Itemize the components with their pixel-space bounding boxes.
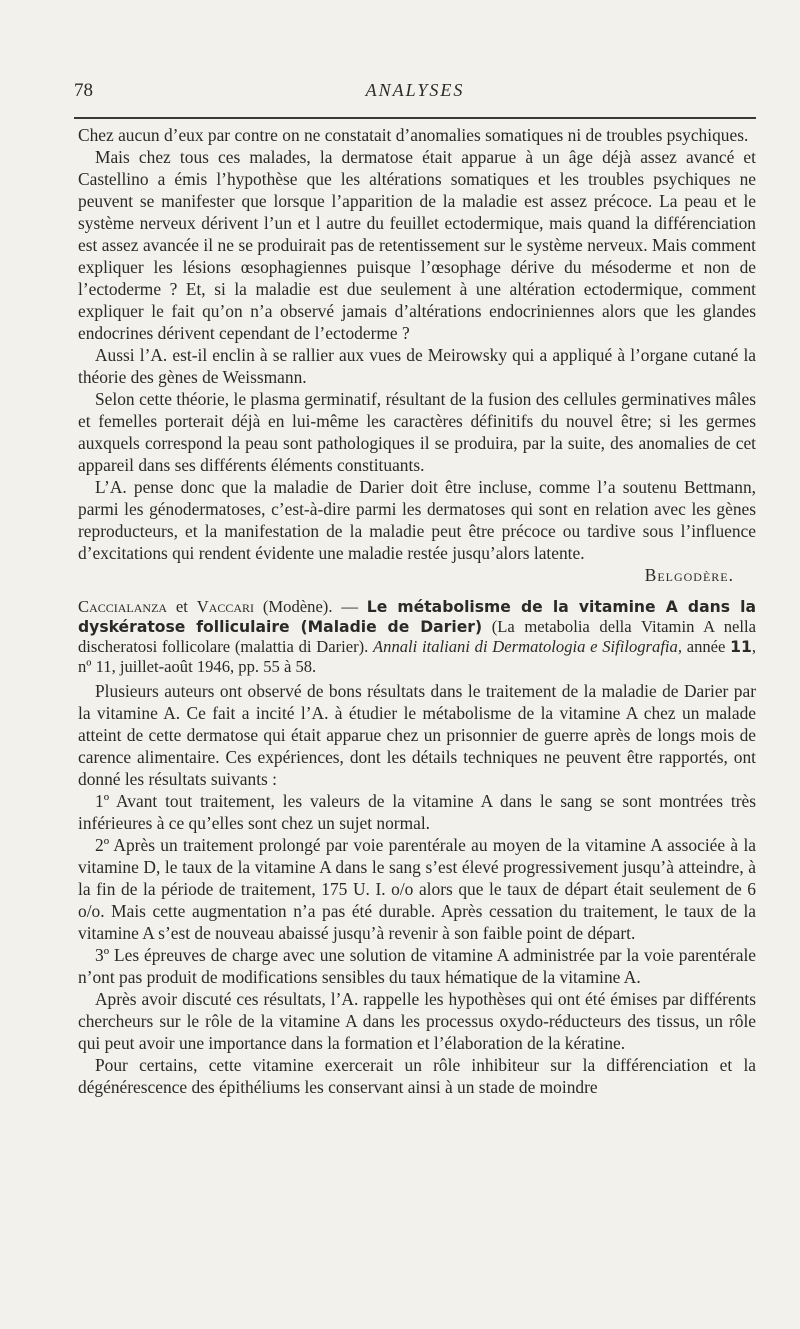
paragraph: Plusieurs auteurs ont observé de bons résultats dans le traitement de la maladie de Darier par la vitamine A. Ce fait a incité l’A. à étudier le métabolisme de la vitamine A chez un malade atteint de cette dermatose qui était apparue chez un prisonnier de guerre après de longs mois de carence alimentaire. Ces expériences, dont les détails techniques ne peuvent être rapportés, ont donné les résultats suivants : [78, 681, 756, 789]
review-title-original: (La metabolia della Vitamin A nella discheratosi follicolare (malattia di Darier). [78, 617, 757, 656]
paragraph [78, 476, 756, 564]
paragraph: Après avoir discuté ces résultats, l’A. rappelle les hypothèses qui ont été émises par différents chercheurs sur le rôle de la vitamine A dans les processus oxydo-réducteurs des tissus, un rôle qui peut avoir une importance dans la formation et l’élaboration de la kératine. [78, 989, 756, 1053]
header-rule [74, 117, 756, 119]
signature-line [78, 564, 756, 586]
paragraph: 1º Avant tout traitement, les valeurs de la vitamine A dans le sang se sont montrées très inférieures à ce qu’elles sont chez un sujet normal. [78, 791, 756, 833]
review-issue: , nº 11, juillet-août 1946, pp. 55 à 58. [78, 637, 756, 676]
paragraph: Pour certains, cette vitamine exercerait un rôle inhibiteur sur la différenciation et la dégénérescence des épithéliums les conservant ainsi à un stade de moindre [78, 1055, 756, 1097]
signature: Belgodère. [644, 565, 734, 585]
running-title: ANALYSES [365, 80, 465, 100]
review-heading [78, 597, 756, 676]
review-journal: Annali italiani di Dermatologia e Sifilografia, [373, 637, 682, 656]
paragraph: 2º Après un traitement prolongé par voie parentérale au moyen de la vitamine A associée à la vitamine D, le taux de la vitamine A dans le sang s’est élevé progressivement jusqu’à atteindre, à la fin de la période de traitement, 175 U. I. o/o alors que le taux de départ était seulement de 6 o/o. Mais cette augmentation n’a pas été durable. Après cessation du traitement, le taux de la vitamine A s’est de nouveau abaissé jusqu’à revenir à son faible point de départ. [78, 835, 756, 943]
page-body [78, 124, 756, 1098]
review-conj: et [167, 597, 197, 616]
page-header [74, 80, 756, 108]
review-place: (Modène). — [254, 597, 367, 616]
review-author: Caccialanza [78, 597, 168, 616]
review-title: Le métabolisme de la vitamine A dans la dyskératose folliculaire (Maladie de Darier) [78, 598, 756, 636]
paragraph: Aussi l’A. est-il enclin à se rallier aux vues de Meirowsky qui a appliqué à l’organe cutané la théorie des gènes de Weissmann. [78, 345, 756, 387]
paragraph: Selon cette théorie, le plasma germinatif, résultant de la fusion des cellules germinatives mâles et femelles porterait déjà en lui-même les caractères définitifs du nouvel être; si les germes auxquels correspond la peau sont pathologiques il se produira, par la suite, des anomalies de cet appareil dans ses différents éléments constituants. [78, 389, 756, 475]
paragraph: Mais chez tous ces malades, la dermatose était apparue à un âge déjà assez avancé et Castellino a émis l’hypothèse que les altérations somatiques et les troubles psychiques ne peuvent se manifester que lorsque l’apparition de la maladie est assez précoce. La peau et le système nerveux dérivent l’un et l autre du feuillet ectodermique, mais quand la différenciation est assez avancée il ne se produirait pas de retentissement sur le système nerveux. Mais comment expliquer les lésions œsophagiennes puisque l’œsophage dérive du mésoderme et non de l’ectoderme ? Et, si la maladie est due seulement à une altération ectodermique, comment expliquer le fait qu’on n’a observé jamais d’altérations endocriniennes alors que les glandes endocrines dérivent cependant de l’ectoderme ? [78, 147, 756, 343]
paragraph-text: L’A. pense donc que la maladie de Darier doit être incluse, comme l’a soutenu Bettmann, parmi les génodermatoses, c’est-à-dire parmi les dermatoses qui sont en relation avec les gènes reproducteurs, et la manifestation de la maladie peut être précoce ou tardive sous l’influence d’excitations qui rendent évidente une maladie restée jusqu’alors latente. [78, 477, 756, 563]
paragraph: Chez aucun d’eux par contre on ne constatait d’anomalies somatiques ni de troubles psychiques. [78, 125, 749, 145]
paragraph: 3º Les épreuves de charge avec une solution de vitamine A administrée par la voie parentérale n’ont pas produit de modifications sensibles du taux hématique de la vitamine A. [78, 945, 756, 987]
page-number: 78 [74, 80, 93, 101]
review-author: Vaccari [196, 597, 255, 616]
review-year-prefix: année [681, 637, 731, 656]
review-year: 11 [730, 638, 752, 656]
